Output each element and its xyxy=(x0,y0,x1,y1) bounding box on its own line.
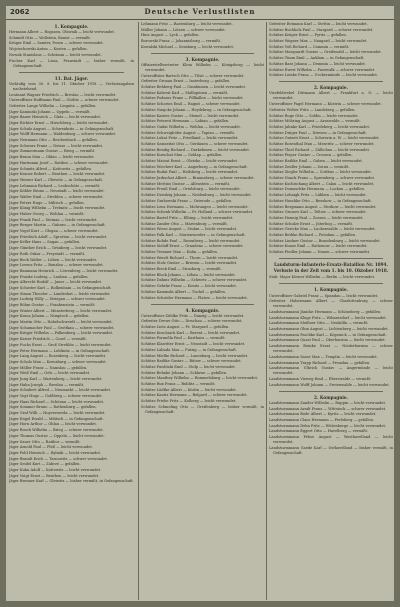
casualty-entry: Schütze Petereit Hermann — Labiau — gefallen. xyxy=(141,119,230,124)
casualty-entry: Landsturmmann Bode Albert — Kyritz — leicht verwundet. xyxy=(269,412,377,417)
casualty-entry: Schmidt Otto — Wollstein, Bomst — vermißt. xyxy=(9,35,91,40)
casualty-entry: Stab: Major Körner Wilhelm — Berlin — leicht verwundet. xyxy=(269,275,376,280)
casualty-entry: Schütze Haschke Otto — Beeskow — in Gefangenschaft. xyxy=(269,198,372,203)
casualty-entry: Schütze Möhring August — Arnswalde — vermißt. xyxy=(269,119,361,124)
section-heading: 11. Bat. Jäger. xyxy=(54,75,89,81)
casualty-entry: Jäger Voigt Ernst — Beuthen — leicht verwundet. xyxy=(9,473,100,478)
casualty-entry: Schütze Naujoks Johann — Heydekrug — in Gefangenschaft. xyxy=(141,107,252,112)
casualty-entry: Schütze Hennig Paul — Zossen — leicht verwundet. xyxy=(269,215,364,220)
casualty-entry: Jäger Sommer Bruno — Rothenburg — gefallen. xyxy=(9,405,97,410)
casualty-entry: Schütze Lietz August — Pr. Stargard — gefallen. xyxy=(141,325,230,330)
casualty-entry: Leutnant Wagner Friedrich — Breslau — leicht verwundet. xyxy=(9,92,117,97)
casualty-entry: Schütze Kalweit Karl — Stallupönen — vermißt. xyxy=(141,90,229,95)
casualty-entry: Jäger Zimmermann Gustav — Brieg — vermißt. xyxy=(9,149,96,154)
casualty-entry: Jäger Möller Franz — Namslau — gefallen. xyxy=(9,365,88,370)
casualty-entry: Jäger Franke Ludwig — Lauban — gefallen. xyxy=(9,274,89,279)
casualty-entry: Jäger Kuhn Adolf — Kattowitz — leicht verwundet. xyxy=(9,467,102,472)
casualty-entry: Schütze Pieper Gustav — Crossen — gefallen. xyxy=(269,153,353,158)
casualty-entry: Jäger Richter Ernst — Hirschberg — leicht verwundet. xyxy=(9,121,109,126)
casualty-entry: Hinz August — Lyck — gefallen. xyxy=(141,33,200,38)
casualty-entry: Schütze Jahnke Karl — Friedeberg — leicht verwundet. xyxy=(269,124,371,129)
casualty-entry: Gefreiter Habermann Albert — Charlottenburg — schwer verwundet. xyxy=(269,299,393,309)
casualty-entry: Schütze Thiel Richard — Züllichau — leicht verwundet. xyxy=(269,147,371,152)
casualty-entry: Jäger Schumacher Paul — Grottkau — schwer verwundet. xyxy=(9,325,115,330)
casualty-entry: Schütze Fiedler Johann — Nauen — schwer verwundet. xyxy=(269,250,371,255)
casualty-entry: Schütze Preuß Emil — Ortelsburg — leicht verwundet. xyxy=(141,187,241,192)
casualty-entry: Landsturmmann Wolff Johann — Freienwalde — leicht verwundet. xyxy=(269,382,390,387)
casualty-entry: Schütze Mertins Gustav — Allenstein — vermißt. xyxy=(141,181,231,186)
section-divider xyxy=(151,53,254,54)
casualty-entry: Schütze Noack Franz — Spremberg — schwer verwundet. xyxy=(269,176,376,181)
casualty-entry: Schütze Priebe Fritz — Kolberg — leicht verwundet. xyxy=(141,399,237,404)
casualty-entry: Schütze Lemke Franz — Ueckermünde — leicht verwundet. xyxy=(269,73,378,78)
casualty-entry: Schütze Timm Emil — Anklam — in Gefangenschaft. xyxy=(269,56,365,61)
casualty-entry: Jäger Braun Max — Ohlau — leicht verwundet. xyxy=(9,155,95,160)
casualty-entry: Jäger Engel Ewald — Militsch — in Gefangenschaft. xyxy=(9,416,104,421)
casualty-entry: Schütze Sielaff Ernst — Graudenz — schwer verwundet. xyxy=(141,244,244,249)
casualty-entry: Jäger Kaiser Friedrich — Cosel — vermißt. xyxy=(9,337,87,342)
casualty-entry: Schütze Tessmer Max — Kulm — gefallen. xyxy=(141,250,218,255)
casualty-entry: Schütze Schröder Hermann — Flatow — leicht verwundet. xyxy=(141,295,248,300)
casualty-entry: Landsturmmann Dehn Fritz — Wittenberge — leicht verwundet. xyxy=(269,423,387,428)
casualty-entry: Schütze Jurkschat Albert — Braunsberg — schwer verwundet. xyxy=(141,176,255,181)
casualty-entry: Schütze Mielke Richard — Lauenburg — leicht verwundet. xyxy=(141,353,249,358)
casualty-entry: Jäger Pohl Heinrich — Rybnik — leicht verwundet. xyxy=(9,450,102,455)
casualty-entry: Jäger Scholz Max — Kreuzburg — schwer verwundet. xyxy=(9,359,107,364)
casualty-entry: Jäger Keller Hans — Sagan — gefallen. xyxy=(9,240,81,245)
casualty-entry: Schütze Radtke Gustav — Bütow — schwer verwundet. xyxy=(141,359,242,364)
casualty-entry: Jäger Peters Hugo — Militsch — gefallen. xyxy=(9,200,85,205)
casualty-entry: Schütze Dziedzig Johann — Neidenburg — leicht verwundet. xyxy=(141,193,252,198)
section-divider xyxy=(151,304,254,305)
casualty-entry: Hermann Albert — Rogasen, Obornik — leicht verwundet. xyxy=(9,30,115,35)
casualty-entry: Schütze Bergmann August — Storkow — leicht verwundet. xyxy=(269,204,377,209)
casualty-entry: Schütze Bethke Richard — Potsdam — gefallen. xyxy=(269,232,357,237)
casualty-entry: Landsturmmann Ohm August — Lichtenberg — leicht verwundet. xyxy=(269,327,389,332)
casualty-entry: Schütze Barz Johann — Demmin — leicht verwundet. xyxy=(269,61,366,66)
casualty-entry: Landsturmmann Meißner Otto — Neukölln — vermißt. xyxy=(269,321,369,326)
casualty-entry: Jäger Kaminski Johann — Oppeln — vermißt. xyxy=(9,109,91,114)
casualty-entry: Landsturmmann Paschke Karl — Köpenick — in Gefangenschaft. xyxy=(269,332,387,337)
casualty-entry: Jäger Wolff Hermann — Waldenburg — schwer verwundet. xyxy=(9,132,117,137)
casualty-entry: Schütze Gehrke Franz — Konitz — leicht verwundet. xyxy=(141,284,237,289)
casualty-entry: Landsturmmann Gaede Karl — Osthavelland — bisher vermißt, in Gefangenschaft. xyxy=(269,445,393,455)
casualty-entry: Müller Johann — Lötzen — schwer verwundet. xyxy=(141,27,226,32)
casualty-entry: Schütze Wegner Max — Naugard — leicht verwundet. xyxy=(269,39,368,44)
casualty-entry: Schütze Rehberg Paul — Gumbinnen — leicht verwundet. xyxy=(141,85,247,90)
casualty-entry: Jäger Ludwig Willy — Striegau — schwer verwundet. xyxy=(9,297,106,302)
newspaper-page xyxy=(6,6,394,601)
casualty-entry: Schütze Bendig Richard — Darkehmen — leicht verwundet. xyxy=(141,147,250,152)
casualty-entry: Schütze Rudat Paul — Heilsberg — leicht verwundet. xyxy=(141,170,239,175)
casualty-entry: Schütze Dräger Paul — Driesen — in Gefangenschaft. xyxy=(269,130,367,135)
casualty-entry: Schütze Kairies Gustav — Memel — leicht verwundet. xyxy=(141,113,240,118)
casualty-entry: Landsturmmann Arndt Franz — Wittstock — schwer verwundet. xyxy=(269,406,387,411)
casualty-entry: Jäger Jung Karl — Wartenberg — leicht verwundet. xyxy=(9,376,103,381)
casualty-entry: Schütze Schenk Wilhelm — Pr. Holland — schwer verwundet. xyxy=(141,210,254,215)
casualty-entry: Jäger Krüger Wilhelm — Falkenberg — leicht verwundet. xyxy=(9,331,114,336)
casualty-entry: Landsturmmann Fehse August — Westhavelland — leicht verwundet. xyxy=(269,435,393,445)
casualty-entry: Jäger Walter Emil — Strehlen — schwer verwundet. xyxy=(9,194,104,199)
casualty-entry: Schütze Formella Paul — Karthaus — vermißt. xyxy=(141,336,226,341)
casualty-entry: Schütze Krüger Ernst — Pyritz — gefallen. xyxy=(269,33,347,38)
casualty-entry: Schütze Ruge Otto — Soldin — leicht verwundet. xyxy=(269,113,359,118)
casualty-entry: Schütze Rieck Emil — Strasburg — vermißt. xyxy=(141,267,222,272)
casualty-entry: Schütze Kschischang Albert — Calau — leicht verwundet. xyxy=(269,181,375,186)
casualty-entry: Jäger Sauer Otto — Ratibor — vermißt. xyxy=(9,439,81,444)
section-divider xyxy=(279,258,383,259)
casualty-entry: Lehmann Fritz — Rastenburg — leicht verwundet. xyxy=(141,22,233,26)
casualty-entry: Jäger Schulz August — Schweidnitz — in Gefangenschaft. xyxy=(9,126,115,131)
casualty-entry: Jäger Huber Georg — Wohlau — vermißt. xyxy=(9,212,85,217)
casualty-entry: Jäger König Wilhelm — Trebnitz — leicht verwundet. xyxy=(9,206,106,211)
casualty-entry: Jäger Simon Theodor — Landeshut — leicht verwundet. xyxy=(9,291,111,296)
casualty-entry: Schütze Wiechert Karl — Angerburg — in Gefangenschaft. xyxy=(141,164,248,169)
casualty-entry: Landsturmmann Zander Wilhelm — Ruppin — leicht verwundet. xyxy=(269,400,387,405)
section-heading: 1. Kompagnie. xyxy=(314,287,348,293)
page-header xyxy=(6,6,394,20)
casualty-entry: Schütze Kanitz Hermann — Belgard — schwer verwundet. xyxy=(141,393,248,398)
casualty-entry: Schütze Zander Otto — Marienburg — vermißt. xyxy=(141,221,228,226)
casualty-entry: Jäger Schuster Karl — Bolkenhain — in Gefangenschaft. xyxy=(9,285,112,290)
casualty-entry: Schütze Klawitter Ernst — Neustadt — leicht verwundet. xyxy=(141,342,246,347)
casualty-entry: Jäger Horn Arthur — Ohlau — leicht verwundet. xyxy=(9,422,98,427)
casualty-entry: Landsturmmann Sasse Max — Templin — leicht verwundet. xyxy=(269,354,378,359)
casualty-entry: Schütze Grunow Karl — Teltow — schwer verwundet. xyxy=(269,210,367,215)
casualty-entry: Jäger Winter Albert — Münsterberg — leicht verwundet. xyxy=(9,308,113,313)
casualty-entry: Jäger Brenner Karl — Gleiwitz — bisher vermißt, in Gefangenschaft. xyxy=(9,479,134,484)
casualty-entry: Landsturmmann Trapp Richard — Prenzlau — gefallen. xyxy=(269,360,371,365)
casualty-entry: Schütze Lenz Hermann — Mohrungen — leicht verwundet. xyxy=(141,204,249,209)
casualty-entry: Jäger Beck Walter — Lüben — leicht verwundet. xyxy=(9,257,98,262)
casualty-entry: Jäger Frank Paul — Steinau — leicht verwundet. xyxy=(9,217,98,222)
casualty-entry: Schütze Kaminski Albert — Tuchel — gefallen. xyxy=(141,289,226,294)
casualty-entry: Schütze Behnke Johann — Schlawe — gefallen. xyxy=(141,370,228,375)
casualty-entry: Schütze Koschnick Karl — Berent — leicht verwundet. xyxy=(141,330,241,335)
casualty-entry: Unteroffizier Bartsch Otto — Tilsit — schwer verwundet. xyxy=(141,73,245,78)
casualty-entry: Schütze Gudat Wilhelm — Wehlau — leicht verwundet. xyxy=(141,124,241,129)
casualty-entry: Vorläufig vom 30. 9. bis 11. Oktober 1918 — Verlustangaben nachstehend. xyxy=(9,81,134,91)
column-2 xyxy=(138,22,264,600)
casualty-entry: Schütze Matzat Ernst — Oletzko — leicht verwundet. xyxy=(141,159,239,164)
casualty-entry: Schütze Gutzeit Ernst — Schwerin a. W. — leicht verwundet. xyxy=(269,136,380,141)
casualty-entry: Schütze Labuda Max — Putzig — in Gefangenschaft. xyxy=(141,347,237,352)
page-number: 2062 xyxy=(10,8,30,16)
column-1 xyxy=(9,22,134,600)
casualty-entry: Jäger Günther Erich — Grünberg — leicht verwundet. xyxy=(9,246,108,251)
section-divider xyxy=(279,391,383,392)
casualty-entry: Schütze Rosenthal Max — Meseritz — schwer verwundet. xyxy=(269,141,375,146)
casualty-entry: Landsturmmann Reinke Ernst — Niederbarnim — schwer verwundet. xyxy=(269,344,393,354)
section-heading: 4. Kompagnie. xyxy=(185,307,220,313)
casualty-entry: Fischer Karl — Lissa, Fraustadt — bisher vermißt, in Gefangenschaft. xyxy=(9,58,134,68)
casualty-entry: Schütze Grabowski Franz — Osterode — gefallen. xyxy=(141,198,233,203)
casualty-entry: Jäger Graf Willi — Hoyerswerda — leicht verwundet. xyxy=(9,411,106,416)
casualty-entry: Schütze Buchholz Paul — Stargard — schwer verwundet. xyxy=(269,27,374,32)
casualty-entry: Schütze Kunze Emil — Rathenow — leicht verwundet. xyxy=(269,244,368,249)
unit-note: Landsturm-Infanterie-Ersatz-Bataillon Nr. 1894. Verluste in der Zeit vom 1. bis 10. Oktober 1918. xyxy=(273,262,389,273)
casualty-entry: Schütze Manthey Wilhelm — Rummelsburg — leicht verwundet. xyxy=(141,376,259,381)
casualty-entry: Schütze Lehnigk Fritz — Lübben — leicht verwundet. xyxy=(269,193,367,198)
casualty-entry: Schütze Schweighöfer August — Tapiau — vermißt. xyxy=(141,130,236,135)
casualty-entry: Schütze Pawlitzki Emil — Stolp — leicht verwundet. xyxy=(141,364,236,369)
casualty-entry: Schütze Lindner Gustav — Brandenburg — leicht verwundet. xyxy=(269,238,381,243)
casualty-entry: Landsturmmann Vieweg Emil — Eberswalde — vermißt. xyxy=(269,377,372,382)
casualty-entry: Jäger Vogt Hugo — Goldberg — schwer verwundet. xyxy=(9,394,103,399)
casualty-entry: Schütze Rathke Emil — Guben — leicht verwundet. xyxy=(269,159,363,164)
casualty-entry: Schütze Wiese August — Stuhm — leicht verwundet. xyxy=(141,227,238,232)
casualty-entry: Borowski Franz — Johannisburg — vermißt. xyxy=(141,39,222,44)
casualty-entry: Schütze Marquardt Gustav — Greifswald — leicht verwundet. xyxy=(269,50,382,55)
casualty-entry: Jäger Arnold Paul — Pleß — leicht verwundet. xyxy=(9,445,93,450)
casualty-entry: Jäger Lorenz Fritz — Bunzlau — schwer verwundet. xyxy=(9,263,104,268)
casualty-entry: Jäger Lehmann Richard — Leobschütz — vermißt. xyxy=(9,183,101,188)
casualty-entry: Jäger Seidel Kurt — Zabrze — gefallen. xyxy=(9,462,81,467)
section-heading: 1. Kompagnie. xyxy=(54,24,89,29)
casualty-entry: Nowak Stanislaus — Schrimm — leicht verwundet. xyxy=(9,52,102,57)
casualty-entry: Jäger Bauer Heinrich — Glatz — leicht verwundet. xyxy=(9,115,102,120)
casualty-entry: Jäger Brandt Erich — Tarnowitz — schwer verwundet. xyxy=(9,456,108,461)
casualty-entry: Jäger Köhler Bruno — Neustadt — leicht verwundet. xyxy=(9,189,105,194)
casualty-entry: Schütze Wendt Richard — Thorn — leicht verwundet. xyxy=(141,255,239,260)
casualty-entry: Offizierstellvertreter Klein Wilhelm — Königsberg — leicht verwundet. xyxy=(141,62,264,73)
casualty-entry: Jäger Fuchs Ernst — Groß Strehlitz — leicht verwundet. xyxy=(9,342,112,347)
casualty-entry: Landsturmmann Claus Hermann — Perleberg — gefallen. xyxy=(269,417,375,422)
casualty-entry: Wojciechowski Anton — Kosten — gefallen. xyxy=(9,47,88,52)
section-divider xyxy=(279,283,383,284)
section-divider xyxy=(279,81,383,82)
casualty-entry: Schütze Ewert Wilhelm — Pasewalk — schwer verwundet. xyxy=(269,67,376,72)
section-heading: 2. Kompagnie. xyxy=(314,394,348,400)
casualty-entry: Landsturmmann Eggert Otto — Havelberg — vermißt. xyxy=(269,429,369,434)
casualty-entry: Schütze Rux Franz — Bublitz — vermißt. xyxy=(141,381,216,386)
casualty-entry: Schütze Falk Karl — Marienwerder — in Gefangenschaft. xyxy=(141,232,246,237)
casualty-entry: Unteroffizier Pagel Hermann — Küstrin — schwer verwundet. xyxy=(269,102,382,107)
casualty-entry: Jäger Martin Otto — Habelschwerdt — leicht verwundet. xyxy=(9,320,113,325)
casualty-entry: Schütze Kurschat Max — Goldap — gefallen. xyxy=(141,153,223,158)
casualty-entry: Landsturmmann Jänicke Hermann — Schöneberg — gefallen. xyxy=(269,309,382,314)
casualty-entry: Schütze Lüdtke Albert — Köslin — leicht verwundet. xyxy=(141,387,237,392)
casualty-entry: Jäger Böhm Gustav — Frankenstein — vermißt. xyxy=(9,303,96,308)
casualty-entry: Schütze Ziegler Wilhelm — Cottbus — leicht verwundet. xyxy=(269,170,372,175)
casualty-entry: Unteroffizier Hoffmann Paul — Görlitz — schwer verwundet. xyxy=(9,98,120,103)
casualty-entry: Krüger Emil — Samter, Posen — schwer verwundet. xyxy=(9,41,104,46)
casualty-entry: Landsturmmann Kluge Fritz — Wilmersdorf — leicht verwundet. xyxy=(269,315,387,320)
casualty-entry: Vizefeldwebel Dittmann Albert — Frankfurt a. O. — leicht verwundet. xyxy=(269,91,393,101)
casualty-entry: Jäger Albrecht Rudolf — Jauer — leicht verwundet. xyxy=(9,280,103,285)
casualty-entry: Schütze Stolz Gustav — Briesen — leicht verwundet. xyxy=(141,261,238,266)
casualty-entry: Gefreiter Drews Otto — Dirschau — schwer verwundet. xyxy=(141,319,243,324)
casualty-entry: Schütze Voß Richard — Cammin — vermißt. xyxy=(269,44,350,49)
casualty-entry: Jäger Vogel Kurt — Glogau — schwer verwundet. xyxy=(9,229,99,234)
casualty-entry: Jäger Krause Robert — Beuthen — leicht verwundet. xyxy=(9,172,106,177)
casualty-entry: Schütze Block Johann — Löbau — leicht verwundet. xyxy=(141,272,236,277)
casualty-entry: Schütze Podszus Franz — Pillkallen — leicht verwundet. xyxy=(141,96,244,101)
casualty-entry: Jäger Roth Oskar — Freystadt — vermißt. xyxy=(9,251,86,256)
casualty-entry: Jäger Friedrich Adolf — Sprottau — leicht verwundet. xyxy=(9,234,108,239)
column-3 xyxy=(266,22,393,600)
casualty-entry: Jäger Schubert Alfred — Neumarkt — leicht verwundet. xyxy=(9,388,112,393)
casualty-entry: Jäger Lang August — Rosenberg — leicht verwundet. xyxy=(9,354,107,359)
casualty-entry: Unteroffizier Gabriel Franz — Spandau — leicht verwundet. xyxy=(269,293,379,298)
casualty-entry: Schütze Schories Emil — Ragnit — schwer verwundet. xyxy=(141,102,241,107)
page-title: Deutsche Verlustlisten xyxy=(144,7,256,16)
casualty-entry: Schütze Szameitat Otto — Gerdauen — schwer verwundet. xyxy=(141,141,249,146)
casualty-entry: Gefreiter Wolter Fritz — Landsberg — gefallen. xyxy=(269,107,356,112)
casualty-entry: Jäger Peter Hermann — Lublinitz — in Gefangenschaft. xyxy=(9,348,111,353)
casualty-entry: Landsturmmann Quast Paul — Oberbarnim — leicht verwundet. xyxy=(269,338,386,343)
casualty-entry: Schütze Schmeling Otto — Greifenberg — bisher vermißt, in Gefangenschaft. xyxy=(141,404,264,414)
casualty-entry: Gefreiter Lange Wilhelm — Liegnitz — gefallen. xyxy=(9,103,97,108)
casualty-entry: Jäger Weiß Emil — Oels — leicht verwundet. xyxy=(9,371,91,376)
casualty-entry: Gefreiter Gronau Ernst — Insterburg — gefallen. xyxy=(141,79,231,84)
casualty-entry: Jäger Busch Wilhelm — Brieg — schwer verwundet. xyxy=(9,428,104,433)
casualty-entry: Unteroffizier Zühlke Fritz — Danzig — leicht verwundet. xyxy=(141,313,245,318)
casualty-entry: Jäger Baumann Heinrich — Löwenberg — leicht verwundet. xyxy=(9,268,119,273)
casualty-entry: Jäger Hartmann Josef — Ratibor — schwer verwundet. xyxy=(9,160,109,165)
casualty-entry: Schütze Gericke Max — Luckenwalde — leicht verwundet. xyxy=(269,227,376,232)
casualty-entry: Schütze Dahms Wilhelm — Schwetz — schwer verwundet. xyxy=(141,278,248,283)
casualty-entry: Jäger Schmitz Alfred — Kattowitz — gefallen. xyxy=(9,166,92,171)
casualty-entry: Jäger Werner Karl — Gleiwitz — in Gefangenschaft. xyxy=(9,177,104,182)
casualty-entry: Jäger Neumann Otto — Reichenbach — gefallen. xyxy=(9,138,98,143)
casualty-entry: Schütze Schulze Ernst — Jüterbog — vermißt. xyxy=(269,221,354,226)
casualty-entry: Schütze Domaschke Hermann — Luckau — gefallen. xyxy=(269,187,365,192)
casualty-entry: Schütze Lukat Fritz — Friedland — leicht verwundet. xyxy=(141,136,239,141)
casualty-entry: Jäger Hahn Joseph — Breslau — vermißt. xyxy=(9,382,85,387)
casualty-entry: Gefreiter Reimann Karl — Stettin — leicht verwundet. xyxy=(269,22,368,26)
casualty-entry: Jäger Haas Richard — Schönau — leicht verwundet. xyxy=(9,399,105,404)
section-divider xyxy=(19,72,124,73)
casualty-entry: Jäger Thomas Gustav — Oppeln — leicht verwundet. xyxy=(9,433,105,438)
casualty-entry: Schütze Rohde Paul — Rosenberg — leicht verwundet. xyxy=(141,238,241,243)
casualty-entry: Jäger Kraus Johann — Nimptsch — gefallen. xyxy=(9,314,90,319)
casualty-entry: Jäger Berger Martin — Guhrau — in Gefangenschaft. xyxy=(9,223,106,228)
section-heading: 2. Kompagnie. xyxy=(314,85,348,91)
casualty-entry: Jäger Schwarz Franz — Neisse — leicht verwundet. xyxy=(9,143,104,148)
casualty-entry: Landsturmmann Ulbrich Gustav — Angermünde — leicht verwundet. xyxy=(269,366,393,376)
section-heading: 3. Kompagnie. xyxy=(185,56,220,62)
casualty-entry: Kowalski Michael — Sensburg — leicht verwundet. xyxy=(141,44,235,49)
casualty-entry: Schütze Bartel Fritz — Elbing — leicht verwundet. xyxy=(141,215,234,220)
casualty-entry: Schütze Zeidler Johann — Sorau — vermißt. xyxy=(269,164,350,169)
